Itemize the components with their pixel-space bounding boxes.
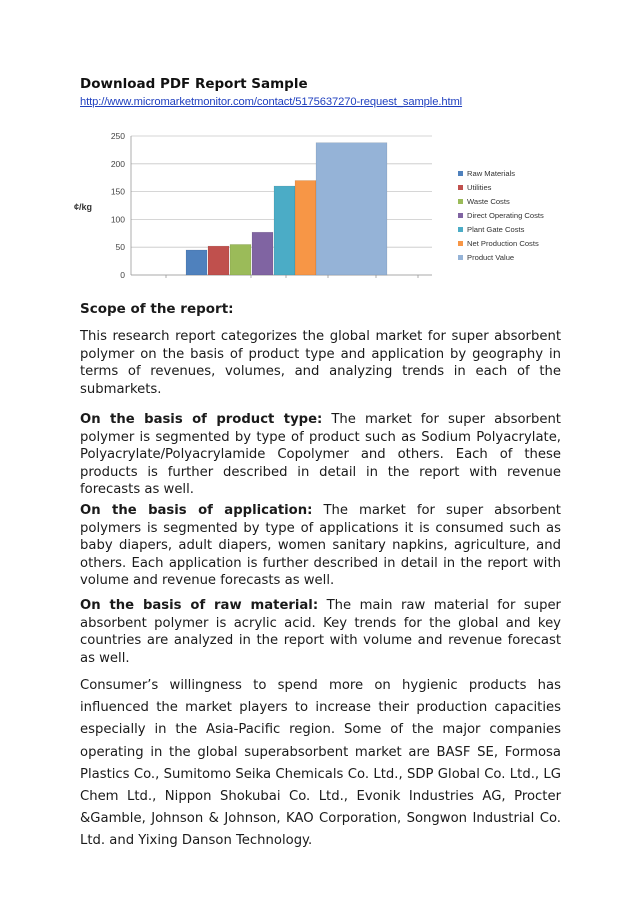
legend-label: Raw Materials: [467, 169, 516, 178]
product-type-text: The market for super absorbent polymer is segmented by type of product such as Sodium Polyacrylate, Polyacrylate/Polyacrylamide Copolymer and others. Each of these products is further described in detail in the report with revenue forecasts as well.: [80, 412, 561, 497]
legend-label: Net Production Costs: [467, 239, 539, 248]
product-type-label: On the basis of product type:: [80, 412, 323, 427]
legend-label: Waste Costs: [467, 197, 510, 206]
scope-title: Scope of the report:: [80, 301, 234, 317]
product-type-paragraph: [80, 411, 561, 499]
bar: [274, 186, 295, 275]
chart-legend: [458, 169, 544, 262]
bar: [230, 244, 251, 275]
legend-swatch: [458, 213, 463, 218]
y-tick-label: 0: [120, 270, 125, 280]
bar: [316, 143, 387, 275]
raw-material-label: On the basis of raw material:: [80, 598, 319, 613]
chart-bars: [186, 143, 387, 275]
y-tick-label: 200: [110, 158, 125, 169]
legend-label: Direct Operating Costs: [467, 211, 544, 220]
legend-swatch: [458, 171, 463, 176]
legend-swatch: [458, 255, 463, 260]
legend-label: Plant Gate Costs: [467, 225, 525, 234]
raw-material-text: The main raw material for super absorbent polymer is acrylic acid. Key trends for the global and key countries are analyzed in the report with volume and revenue forecast as well.: [80, 598, 561, 666]
legend-label: Utilities: [467, 183, 492, 192]
bar: [295, 180, 316, 275]
application-paragraph: [80, 502, 561, 590]
scope-paragraph: This research report categorizes the global market for super absorbent polymer on the basis of product type and application by geography in terms of revenues, volumes, and analyzing trends in each of the submarkets.: [80, 329, 561, 397]
legend-swatch: [458, 241, 463, 246]
legend-swatch: [458, 199, 463, 204]
application-text: The market for super absorbent polymers is segmented by type of applications it is consumed such as baby diapers, adult diapers, women sanitary napkins, agriculture, and others. Each application is further described in detail in the report with volume and revenue forecasts as well.: [80, 503, 561, 588]
y-tick-label: 100: [110, 214, 125, 225]
sample-request-link[interactable]: http://www.micromarketmonitor.com/contact/5175637270-request_sample.html: [80, 96, 463, 108]
bar: [208, 246, 229, 275]
y-tick-label: 250: [110, 131, 125, 141]
market-players-paragraph: Consumer’s willingness to spend more on hygienic products has influenced the market players to increase their production capacities especially in the Asia-Pacific region. Some of the major companies operating in the global superabsorbent market are BASF SE, Formosa Plastics Co., Sumitomo Seika Chemicals Co. Ltd., SDP Global Co. Ltd., LG Chem Ltd., Nippon Shokubai Co. Ltd., Evonik Industries AG, Procter &Gamble, Johnson & Johnson, KAO Corporation, Songwon Industrial Co. Ltd. and Yixing Danson Technology.: [80, 678, 561, 849]
cost-bar-chart: [66, 122, 576, 294]
legend-swatch: [458, 227, 463, 232]
y-tick-label: 150: [110, 186, 125, 197]
raw-material-paragraph: [80, 597, 561, 667]
y-tick-label: 50: [115, 242, 125, 253]
bar: [252, 232, 273, 275]
application-label: On the basis of application:: [80, 503, 313, 518]
bar: [186, 250, 207, 275]
legend-label: Product Value: [467, 253, 515, 262]
report-heading: Download PDF Report Sample: [80, 76, 308, 92]
y-axis-label: ¢/kg: [74, 202, 93, 212]
legend-swatch: [458, 185, 463, 190]
